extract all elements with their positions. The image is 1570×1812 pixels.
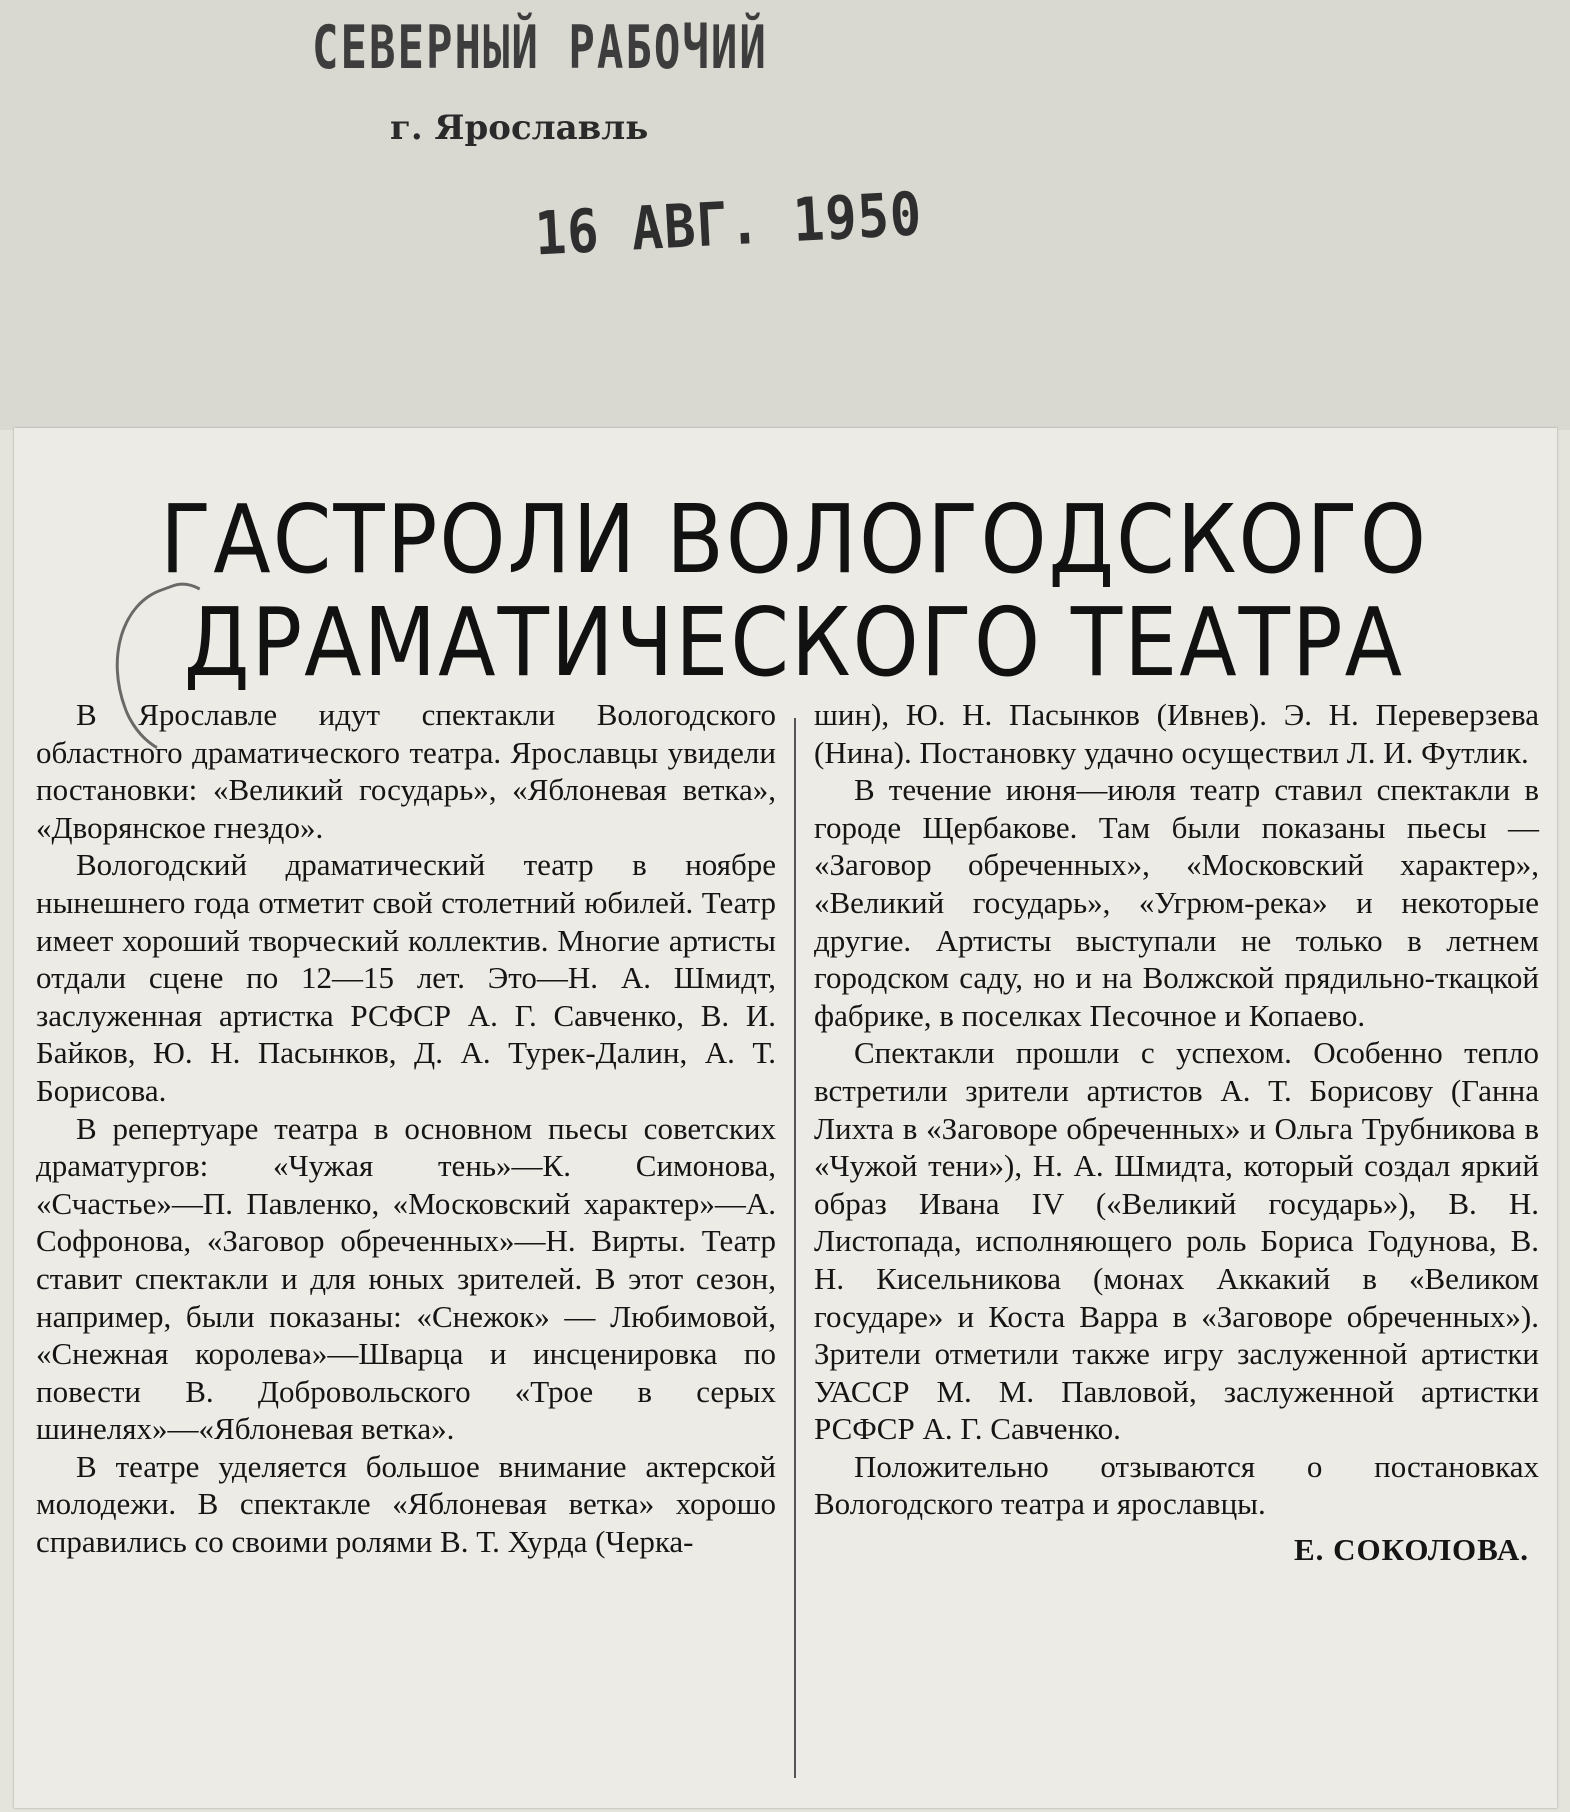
article-headline [109,484,1479,698]
article-column-right [814,696,1539,1569]
date-stamp: 16 АВГ. 1950 [533,180,924,270]
newspaper-name-stamp: СЕВЕРНЫЙ РАБОЧИЙ [312,14,768,83]
paragraph: Спектакли прошли с успехом. Особенно тепло встретили зрители артистов А. Т. Борисову (Ганна Лихта в «Заговоре обреченных» и Ольга Трубникова в «Чужой тени»), Н. А. Шмидта, который создал яркий образ Ивана IV («Великий государь»), В. Н. Листопада, исполняющего роль Бориса Годунова, В. Н. Кисельникова (монах Аккакий в «Великом государе» и Коста Варра в «Заговоре обреченных»). Зрители отметили также игру заслуженной артистки УАССР М. М. Павловой, заслуженной артистки РСФСР А. Г. Савченко. [814,1035,1539,1447]
column-divider [794,718,796,1778]
city-stamp: г. Ярославль [390,108,649,148]
paragraph: Вологодский драматический театр в ноябре нынешнего года отметит свой столетний юбилей. Театр имеет хороший творческий коллектив. Многие артисты отдали сцене по 12—15 лет. Это—Н. А. Шмидт, заслуженная артистка РСФСР А. Г. Савченко, В. И. Байков, Ю. Н. Пасынков, Д. А. Турек-Далин, А. Т. Борисова. [36,847,776,1108]
paragraph: В течение июня—июля театр ставил спектакли в городе Щербакове. Там были показаны пьесы — «Заговор обреченных», «Московский характер», «Великий государь», «Угрюм-река» и некоторые другие. Артисты выступали не только в летнем городском саду, но и на Волжской прядильно-ткацкой фабрике, в поселках Песочное и Копаево. [814,772,1539,1033]
article-column-left [36,696,776,1561]
author-signature: Е. СОКОЛОВА. [1293,1532,1529,1568]
headline-line-2: ДРАМАТИЧЕСКОГО ТЕАТРА [183,587,1405,698]
paragraph: В репертуаре театра в основном пьесы советских драматургов: «Чужая тень»—К. Симонова, «Счастье»—П. Павленко, «Московский характер»—А. Софронова, «Заговор обреченных»—Н. Вирты. Театр ставит спектакли и для юных зрителей. В этот сезон, например, были показаны: «Снежок» — Любимовой, «Снежная королева»—Шварца и инсценировка по повести В. Добровольского «Трое в серых шинелях»—«Яблоневая ветка». [36,1110,776,1447]
newspaper-clipping [14,428,1557,1808]
paragraph: В Ярославле идут спектакли Вологодского областного драматического театра. Ярославцы увидели постановки: «Великий государь», «Яблоневая ветка», «Дворянское гнездо». [36,697,776,845]
paragraph: шин), Ю. Н. Пасынков (Ивнев). Э. Н. Переверзева (Нина). Постановку удачно осуществил Л. И. Футлик. [814,697,1539,770]
headline-line-1: ГАСТРОЛИ ВОЛОГОДСКОГО [160,484,1428,595]
clipping-label-paper [0,0,1570,430]
paragraph: В театре уделяется большое внимание актерской молодежи. В спектакле «Яблоневая ветка» хорошо справились со своими ролями В. Т. Хурда (Черка- [36,1448,776,1560]
paragraph: Положительно отзываются о постановках Вологодского театра и ярославцы. [814,1448,1539,1522]
